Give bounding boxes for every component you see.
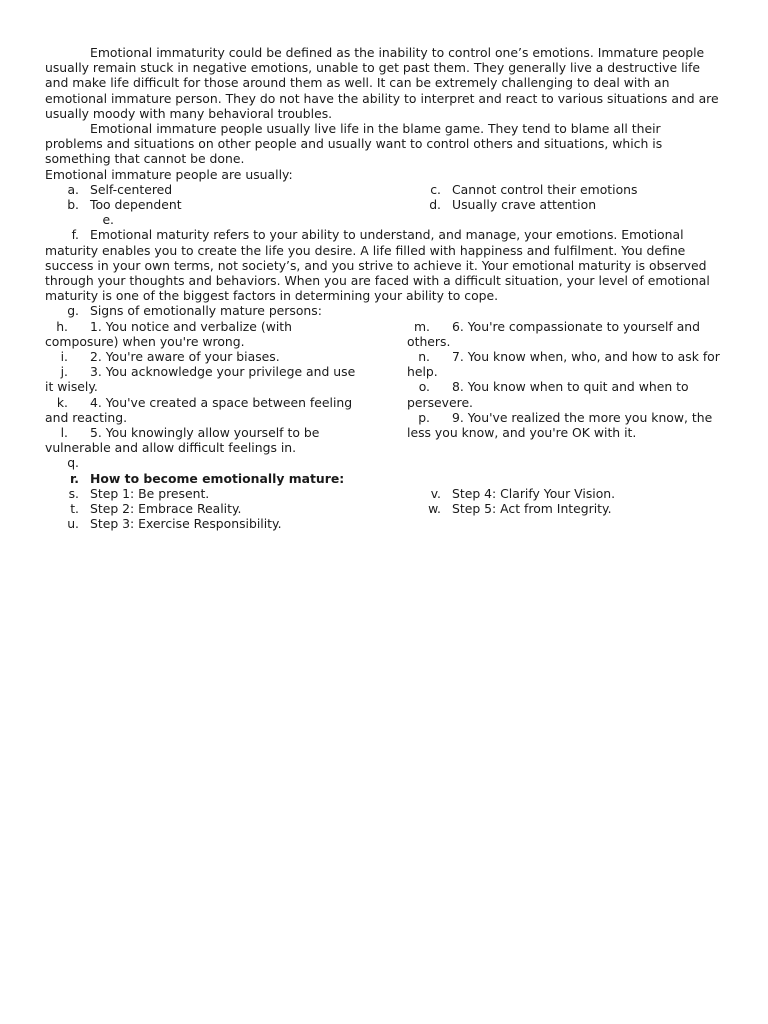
maturity-text: Emotional maturity refers to your ability to understand, and manage, your emotions. Emotional maturity enables you to create the life you desire. A life filled with happiness and fulfilment. You define success in your own terms, not society’s, and you strive to achieve it. Your emotional maturity is observed through your thoughts and behaviors. When you are faced with a difficult situation, your level of emotional maturity is one of the biggest factors in determining your ability to cope. bbox=[45, 227, 710, 304]
list-marker: v. bbox=[430, 485, 441, 501]
list-marker: e. bbox=[102, 212, 114, 228]
list-marker: k. bbox=[56, 394, 68, 410]
list-item-text: 4. You've created a space between feeling and reacting. bbox=[45, 394, 353, 425]
list-item bbox=[45, 486, 407, 501]
list-item-empty bbox=[45, 455, 721, 470]
list-marker: o. bbox=[418, 379, 430, 395]
list-item-text: Self-centered bbox=[90, 181, 173, 197]
list-item-text: 6. You're compassionate to yourself and others. bbox=[407, 318, 700, 349]
paragraph-emotional-immaturity: Emotional immaturity could be defined as the inability to control one’s emotions. Immature people usually remain stuck in negative emotions, unable to get past them. They generally live a destructive life and make life difficult for those around them as well. It can be extremely challenging to deal with an emotional immature person. They do not have the ability to interpret and react to various situations and are usually moody with many behavioral troubles. bbox=[45, 45, 719, 121]
list-item bbox=[45, 319, 363, 349]
list-item-text: 2. You're aware of your biases. bbox=[90, 349, 280, 365]
list-item-text: 7. You know when, who, and how to ask for help. bbox=[407, 349, 720, 380]
list-item-signs-heading bbox=[45, 303, 721, 318]
list-item-text: 3. You acknowledge your privilege and use it wisely. bbox=[45, 364, 356, 395]
list-item-text: Step 2: Embrace Reality. bbox=[90, 501, 242, 517]
list-item-maturity-definition bbox=[45, 227, 721, 303]
list-item bbox=[407, 182, 721, 197]
list-marker: a. bbox=[67, 181, 79, 197]
list-item-text: 1. You notice and verbalize (with composure) when you're wrong. bbox=[45, 318, 292, 349]
immature-traits-list bbox=[45, 182, 721, 212]
list-marker: w. bbox=[428, 501, 441, 517]
list-item-text: Step 5: Act from Integrity. bbox=[452, 501, 612, 517]
list-item bbox=[407, 349, 721, 379]
list-item bbox=[45, 197, 407, 212]
list-marker: h. bbox=[56, 318, 68, 334]
signs-columns bbox=[45, 319, 721, 456]
list-item-text: 5. You knowingly allow yourself to be vulnerable and allow difficult feelings in. bbox=[45, 425, 320, 456]
list-item bbox=[407, 319, 721, 349]
list-item-text: Step 1: Be present. bbox=[90, 485, 210, 501]
steps-left-column bbox=[45, 486, 407, 532]
list-item bbox=[407, 501, 721, 516]
signs-right-column bbox=[407, 319, 721, 456]
list-item-text: Step 3: Exercise Responsibility. bbox=[90, 516, 282, 532]
list-item bbox=[45, 182, 407, 197]
list-marker: i. bbox=[60, 349, 68, 365]
list-item-text: Step 4: Clarify Your Vision. bbox=[452, 485, 616, 501]
list-item bbox=[45, 349, 363, 364]
paragraph-blame-game: Emotional immature people usually live life in the blame game. They tend to blame all their problems and situations on other people and usually want to control others and situations, which is something that cannot be done. bbox=[45, 121, 663, 167]
document-body bbox=[45, 45, 721, 532]
signs-left-column bbox=[45, 319, 407, 456]
list-item-how-to-heading bbox=[45, 471, 721, 486]
maturity-paragraph bbox=[45, 227, 721, 303]
steps-right-column bbox=[407, 486, 721, 532]
list-item bbox=[45, 501, 407, 516]
list-marker: u. bbox=[67, 516, 79, 532]
list-item bbox=[407, 379, 721, 409]
list-item bbox=[45, 425, 363, 455]
list-marker: j. bbox=[60, 364, 68, 380]
list-item bbox=[45, 516, 407, 531]
list-marker: l. bbox=[60, 425, 68, 441]
list-marker: s. bbox=[68, 485, 79, 501]
list-item-text: 8. You know when to quit and when to persevere. bbox=[407, 379, 689, 410]
list-marker: d. bbox=[429, 197, 441, 213]
list-item bbox=[45, 364, 363, 394]
list-item-text: Usually crave attention bbox=[452, 197, 597, 213]
list-marker: t. bbox=[70, 501, 79, 517]
list-item bbox=[407, 410, 721, 440]
list-item bbox=[407, 197, 721, 212]
steps-columns bbox=[45, 486, 721, 532]
list-marker: b. bbox=[67, 197, 79, 213]
list-marker: q. bbox=[67, 455, 79, 471]
list-marker: c. bbox=[430, 181, 441, 197]
paragraph-immature-intro: Emotional immature people are usually: bbox=[45, 166, 293, 182]
list-marker: r. bbox=[69, 470, 79, 486]
list-item-text: Cannot control their emotions bbox=[452, 181, 638, 197]
list-marker: p. bbox=[418, 409, 430, 425]
list-item-text: Too dependent bbox=[90, 197, 182, 213]
list-item-empty bbox=[45, 212, 721, 227]
list-marker: m. bbox=[413, 318, 430, 334]
list-marker: g. bbox=[67, 303, 79, 319]
list-item-text: 9. You've realized the more you know, the less you know, and you're OK with it. bbox=[407, 409, 713, 441]
list-marker: n. bbox=[418, 349, 430, 365]
list-item bbox=[45, 395, 363, 425]
list-marker: f. bbox=[71, 227, 79, 243]
how-to-heading: How to become emotionally mature: bbox=[90, 470, 345, 486]
list-item bbox=[407, 486, 721, 501]
signs-heading: Signs of emotionally mature persons: bbox=[90, 303, 322, 319]
